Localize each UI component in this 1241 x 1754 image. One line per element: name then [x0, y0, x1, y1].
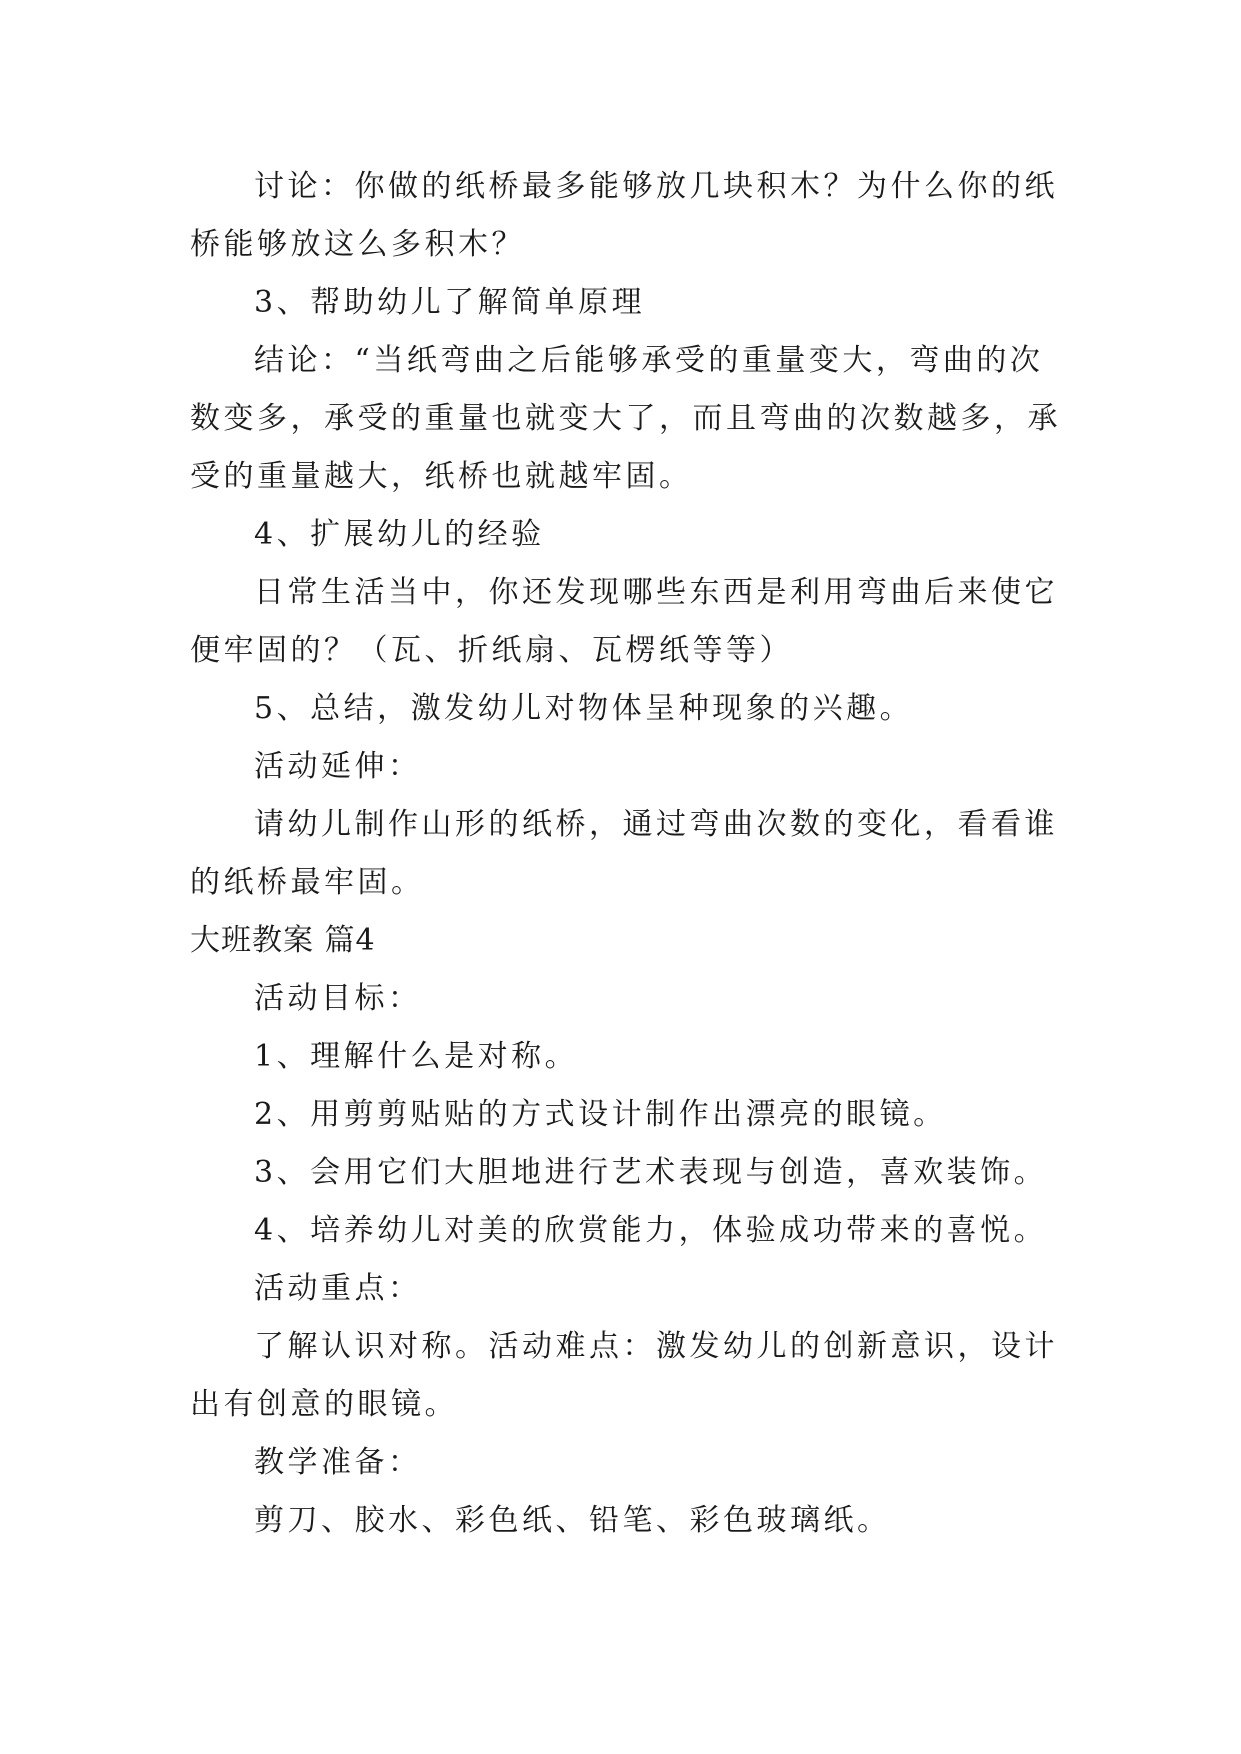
paragraph	[190, 332, 1061, 506]
paragraph	[190, 158, 1058, 274]
text-line: 4、培养幼儿对美的欣赏能力，体验成功带来的喜悦。	[254, 1213, 1048, 1248]
paragraph	[190, 506, 1050, 564]
paragraph	[190, 564, 1058, 680]
paragraph	[190, 1492, 1050, 1550]
text-line: 受的重量越大，纸桥也就越牢固。	[190, 459, 693, 494]
paragraph	[190, 1202, 1050, 1260]
text-line: 教学准备：	[254, 1445, 422, 1480]
paragraph	[190, 738, 1050, 796]
text-line: 出有创意的眼镜。	[190, 1387, 458, 1422]
section-title: 大班教案 篇4	[190, 923, 376, 958]
text-line: 日常生活当中，你还发现哪些东西是利用弯曲后来使它	[254, 575, 1058, 610]
text-line: 桥能够放这么多积木？	[190, 227, 525, 262]
text-line: 活动重点：	[254, 1271, 422, 1306]
paragraph	[190, 1318, 1058, 1434]
paragraph	[190, 1260, 1050, 1318]
text-line: 数变多，承受的重量也就变大了，而且弯曲的次数越多，承	[190, 401, 1061, 436]
text-line: 5、总结，激发幼儿对物体呈种现象的兴趣。	[254, 691, 914, 726]
text-line: 4、扩展幼儿的经验	[254, 517, 545, 552]
paragraph	[190, 1144, 1050, 1202]
text-line: 讨论：你做的纸桥最多能够放几块积木？为什么你的纸	[254, 169, 1058, 204]
paragraph	[190, 1086, 1050, 1144]
text-line: 的纸桥最牢固。	[190, 865, 425, 900]
text-line: 3、帮助幼儿了解简单原理	[254, 285, 646, 320]
text-line: 结论：“当纸弯曲之后能够承受的重量变大，弯曲的次	[254, 343, 1044, 378]
text-line: 2、用剪剪贴贴的方式设计制作出漂亮的眼镜。	[254, 1097, 947, 1132]
document-body	[190, 158, 1061, 1550]
text-line: 便牢固的？（瓦、折纸扇、瓦楞纸等等）	[190, 633, 793, 668]
text-line: 请幼儿制作山形的纸桥，通过弯曲次数的变化，看看谁	[254, 807, 1058, 842]
text-line: 活动目标：	[254, 981, 422, 1016]
text-line: 1、理解什么是对称。	[254, 1039, 579, 1074]
text-line: 活动延伸：	[254, 749, 422, 784]
paragraph	[190, 1434, 1050, 1492]
paragraph	[190, 274, 1050, 332]
text-line: 剪刀、胶水、彩色纸、铅笔、彩色玻璃纸。	[254, 1503, 891, 1538]
paragraph	[190, 680, 1050, 738]
paragraph	[190, 796, 1058, 912]
paragraph	[190, 1028, 1050, 1086]
text-line: 了解认识对称。活动难点：激发幼儿的创新意识，设计	[254, 1329, 1058, 1364]
paragraph	[190, 970, 1050, 1028]
text-line: 3、会用它们大胆地进行艺术表现与创造，喜欢装饰。	[254, 1155, 1048, 1190]
